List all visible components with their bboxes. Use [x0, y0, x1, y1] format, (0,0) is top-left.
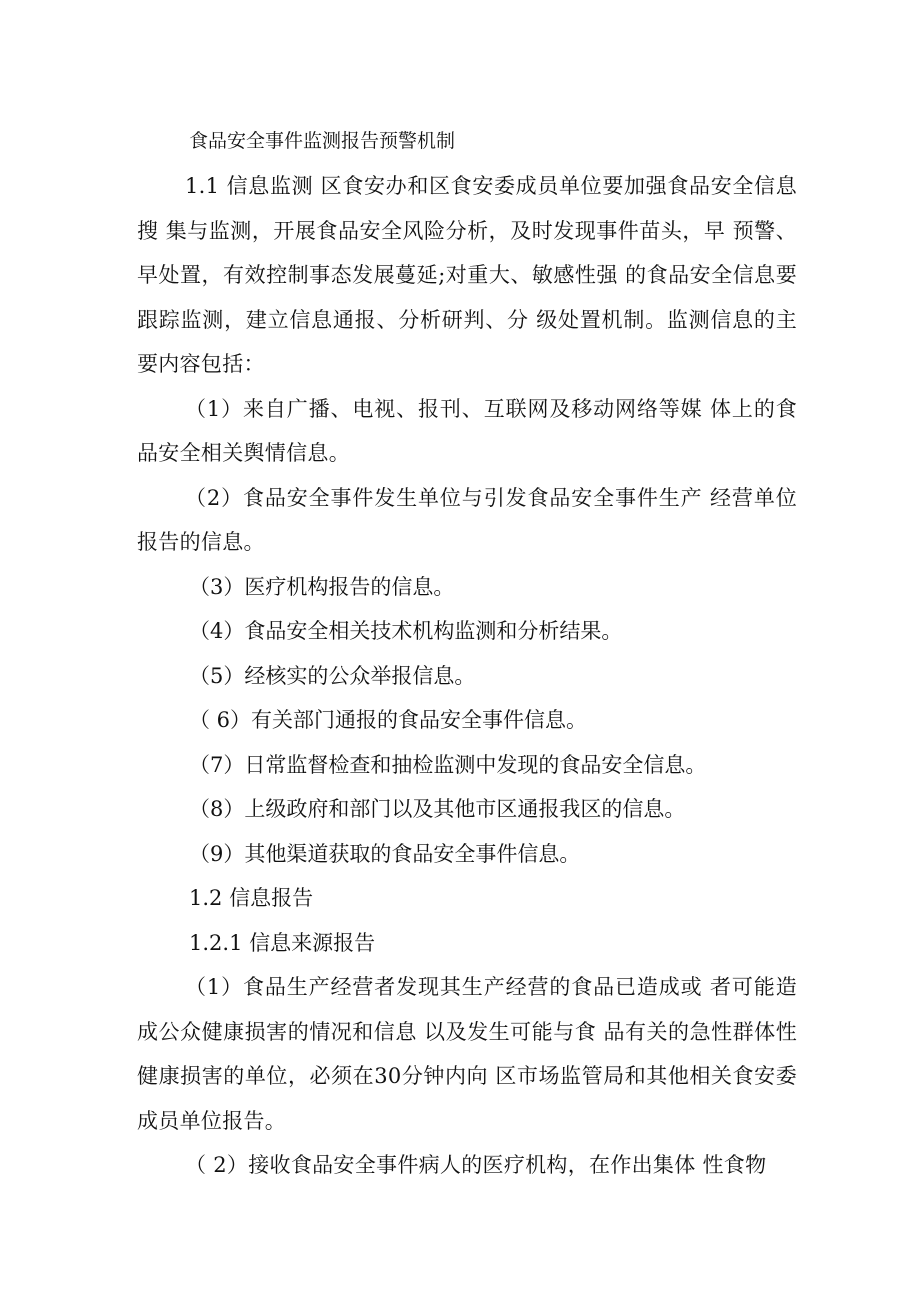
report-item: （ 2）接收食品安全事件病人的医疗机构，在作出集体 性食物 [185, 1153, 767, 1177]
list-item: （1）来自广播、电视、报刊、互联网及移动网络等媒 体上的食品安全相关舆情信息。 [137, 396, 797, 465]
list-item: （3）医疗机构报告的信息。 [189, 574, 455, 599]
section-heading-1-2: 1.2 信息报告 [189, 886, 314, 910]
list-item: （2）食品安全事件发生单位与引发食品安全事件生产 经营单位报告的信息。 [137, 485, 797, 554]
report-item: （1）食品生产经营者发现其生产经营的食品已造成或 者可能造成公众健康损害的情况和信息 以及发生可能与食 品有关的急性群体性健康损害的单位，必须在30分钟内向 区市场监管局和其他相关食安委成员单位报告。 [137, 975, 797, 1133]
list-item: （8）上级政府和部门以及其他市区通报我区的信息。 [189, 797, 686, 821]
list-item: （ 6）有关部门通报的食品安全事件信息。 [189, 708, 588, 732]
document-title: 食品安全事件监测报告预警机制 [189, 130, 456, 152]
list-item: （7）日常监督检查和抽检监测中发现的食品安全信息。 [189, 752, 707, 777]
section-1-1-paragraph: 1.1 信息监测 区食安办和区食安委成员单位要加强食品安全信息搜 集与监测，开展食品安全风险分析，及时发现事件苗头，早 预警、早处置，有效控制事态发展蔓延;对重大、敏感性强 的食品安全信息要跟踪监测，建立信息通报、分析研判、分 级处置机制。监测信息的主要内容包括： [137, 174, 797, 376]
document-body [137, 118, 797, 1188]
section-heading-1-2-1: 1.2.1 信息来源报告 [189, 930, 376, 955]
list-item: （4）食品安全相关技术机构监测和分析结果。 [189, 619, 623, 643]
list-item: （5）经核实的公众举报信息。 [189, 663, 476, 688]
list-item: （9）其他渠道获取的食品安全事件信息。 [189, 841, 581, 866]
